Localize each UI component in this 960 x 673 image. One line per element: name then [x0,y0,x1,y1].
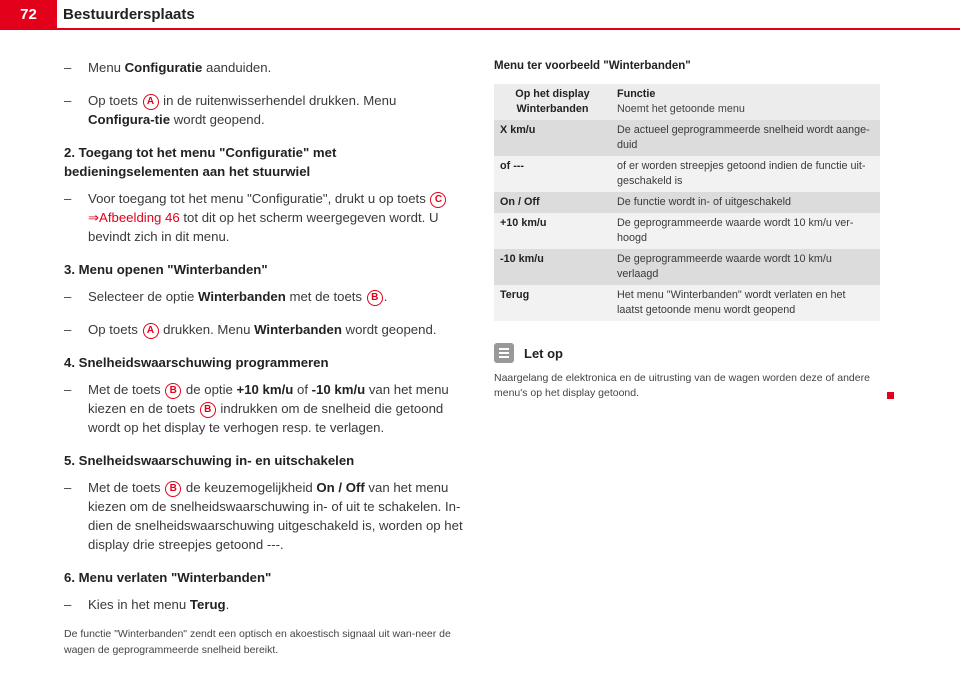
button-b-icon: B [200,402,216,418]
page-number: 72 [0,0,57,28]
figure-link[interactable]: ⇒Afbeelding 46 [88,210,180,225]
step-bullet: – Selecteer de optie Winterbanden met de toets B . [64,289,388,304]
step-bullet: – Met de toets B de keuzemogelijkheid On / Off van het menu kiezen om de snelheidswaarschuwing in- of uit te schakelen. In-dien de snelheidswaarschuwing uitgeschakeld is, worden op het display drie streepjes getoond ---. [64,480,463,552]
page-title: Bestuurdersplaats [63,6,195,23]
table-row: of --- of er worden streepjes getoond indien de functie uit-geschakeld is [494,156,880,192]
button-a-icon: A [143,323,159,339]
function-note: De functie "Winterbanden" zendt een optisch en akoestisch signaal uit wan-neer de wagen de geprogrammeerde snelheid bereikt. [64,628,451,656]
button-b-icon: B [165,481,181,497]
section-heading: 5. Snelheidswaarschuwing in- en uitschakelen [64,453,355,468]
section-heading: 4. Snelheidswaarschuwing programmeren [64,355,329,370]
tip-text: Naargelang de elektronica en de uitrusting van de wagen worden deze of andere menu's op het display getoond. [494,371,880,401]
step-bullet: – Voor toegang tot het menu "Configuratie", drukt u op toets C ⇒Afbeelding 46 tot dit op het scherm weergegeven wordt. U bevindt zich in dit menu. [64,189,464,246]
table-row: Terug Het menu "Winterbanden" wordt verlaten en het laatst getoonde menu wordt geopend [494,285,880,321]
button-c-icon: C [430,192,446,208]
instructions-column [64,58,464,658]
table-title: Menu ter voorbeeld "Winterbanden" [494,60,691,72]
step-bullet: – Kies in het menu Terug. [64,597,230,612]
step-bullet: – Met de toets B de optie +10 km/u of -10 km/u van het menu kiezen en de toets B indrukken om de snelheid die getoond wordt op het display te verhogen resp. te verlagen. [64,382,449,435]
menu-example-column [494,60,880,401]
button-a-icon: A [143,94,159,110]
table-header-function: Functie Noemt het getoonde menu [611,84,880,120]
tip-box [494,343,880,363]
button-b-icon: B [165,383,181,399]
end-of-section-marker [887,392,894,399]
table-row: -10 km/u De geprogrammeerde waarde wordt 10 km/u verlaagd [494,249,880,285]
table-header-display: Op het display Winterbanden [494,84,611,120]
table-header-row [494,84,880,120]
button-b-icon: B [367,290,383,306]
step-bullet: – Menu Configuratie aanduiden. [64,60,272,75]
step-bullet: – Op toets A drukken. Menu Winterbanden wordt geopend. [64,322,437,337]
section-heading: 6. Menu verlaten "Winterbanden" [64,570,272,585]
section-heading: 2. Toegang tot het menu "Configuratie" met bedieningselementen aan het stuurwiel [64,145,337,179]
table-row: +10 km/u De geprogrammeerde waarde wordt 10 km/u ver-hoogd [494,213,880,249]
header-divider [0,28,960,30]
note-icon [494,343,514,363]
menu-table [494,84,880,321]
table-row: On / Off De functie wordt in- of uitgeschakeld [494,192,880,213]
tip-title: Let op [524,345,563,361]
section-heading: 3. Menu openen "Winterbanden" [64,262,268,277]
step-bullet: – Op toets A in de ruitenwisserhendel drukken. Menu Configura-tie wordt geopend. [64,93,397,127]
table-row: X km/u De actueel geprogrammeerde snelheid wordt aange-duid [494,120,880,156]
